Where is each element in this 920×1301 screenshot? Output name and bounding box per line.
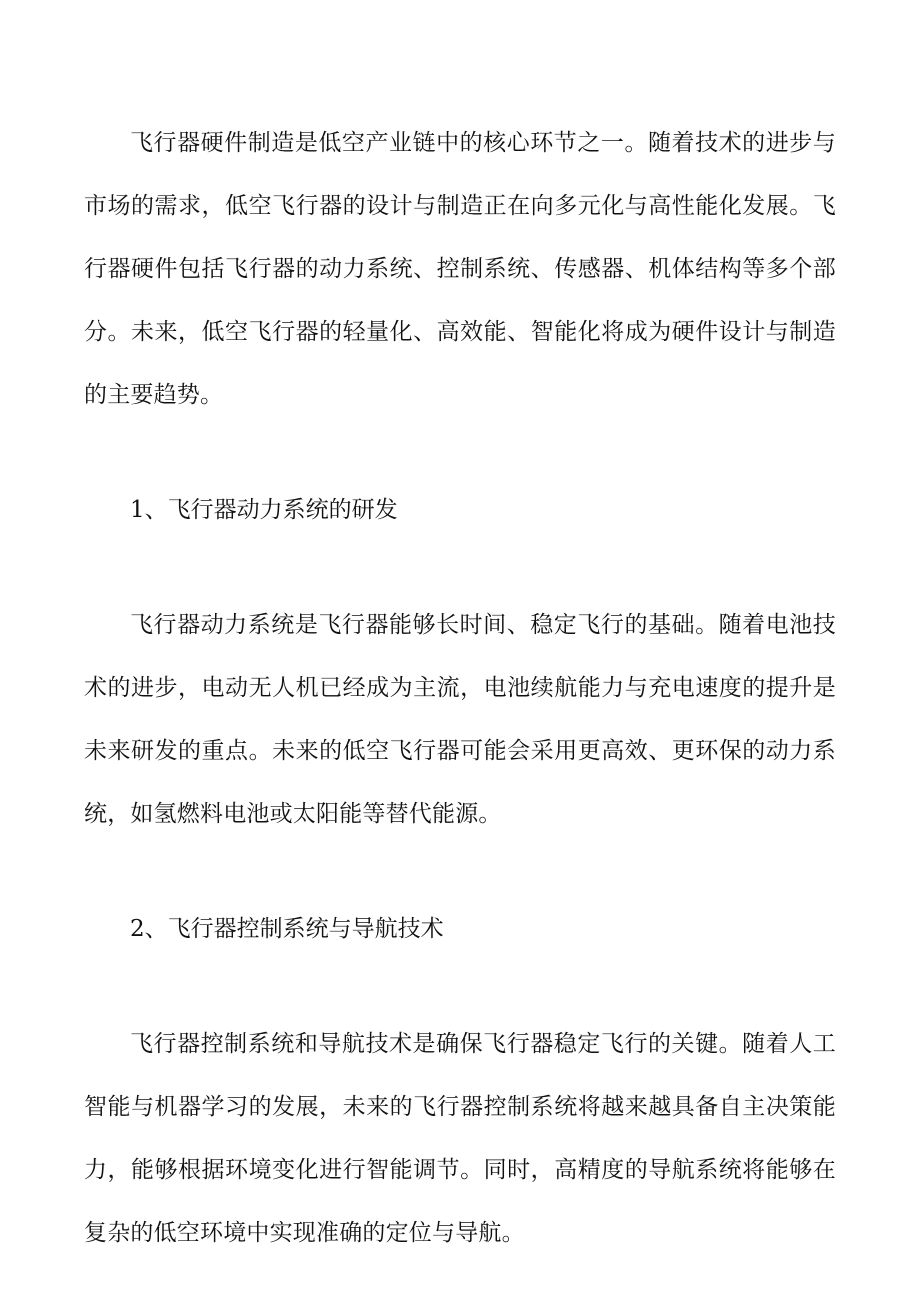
- paragraph-gap: [84, 542, 836, 594]
- section-heading-control-navigation: 2、飞行器控制系统与导航技术: [130, 916, 444, 942]
- section-heading-power-system: 1、飞行器动力系统的研发: [130, 497, 398, 523]
- intro-paragraph: 飞行器硬件制造是低空产业链中的核心环节之一。随着技术的进步与市场的需求，低空飞行器的设计与制造正在向多元化与高性能化发展。飞行器硬件包括飞行器的动力系统、控制系统、传感器、机体结构等多个部分。未来，低空飞行器的轻量化、高效能、智能化将成为硬件设计与制造的主要趋势。: [84, 130, 836, 408]
- paragraph-gap: [84, 961, 836, 1013]
- paragraph-gap: [84, 846, 836, 898]
- paragraph-gap: [84, 427, 836, 479]
- control-navigation-paragraph: 飞行器控制系统和导航技术是确保飞行器稳定飞行的关键。随着人工智能与机器学习的发展，未来的飞行器控制系统将越来越具备自主决策能力，能够根据环境变化进行智能调节。同时，高精度的导航系统将能够在复杂的低空环境中实现准确的定位与导航。: [84, 1031, 836, 1246]
- power-system-paragraph: 飞行器动力系统是飞行器能够长时间、稳定飞行的基础。随着电池技术的进步，电动无人机已经成为主流，电池续航能力与充电速度的提升是未来研发的重点。未来的低空飞行器可能会采用更高效、更环保的动力系统，如氢燃料电池或太阳能等替代能源。: [84, 612, 836, 827]
